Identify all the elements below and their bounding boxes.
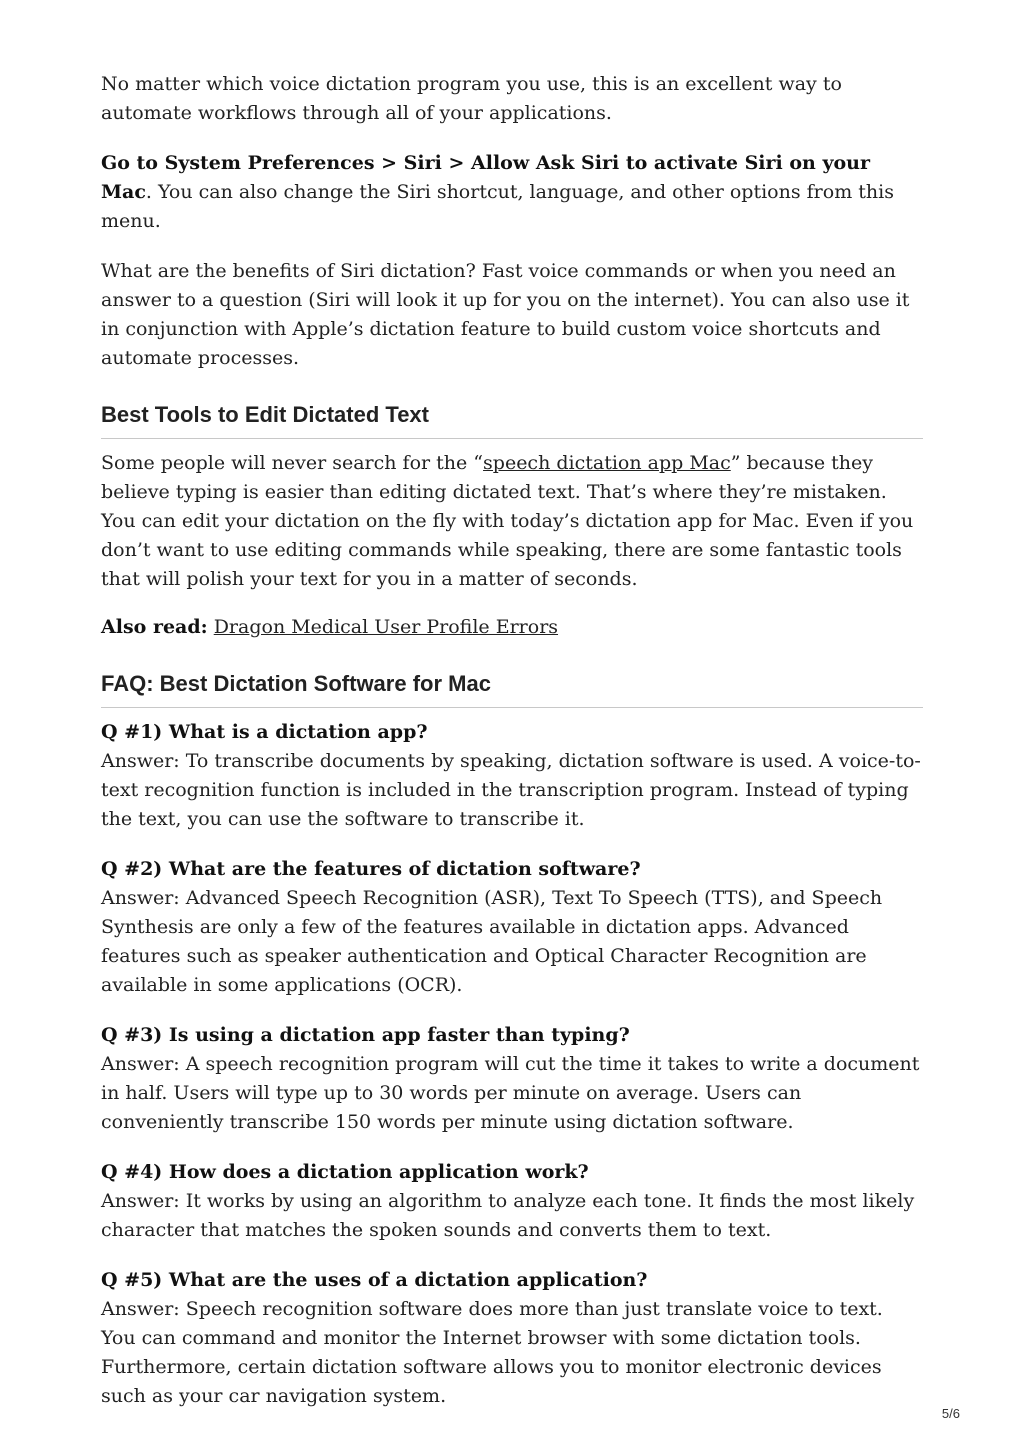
siri-instructions-rest: . You can also change the Siri shortcut, language, and other options from this menu.	[101, 181, 894, 232]
faq-question: Q #2) What are the features of dictation software?	[101, 858, 641, 880]
section-heading-faq: FAQ: Best Dictation Software for Mac	[101, 670, 923, 708]
also-read-label: Also read:	[101, 616, 208, 638]
faq-answer: Answer: Advanced Speech Recognition (ASR), Text To Speech (TTS), and Speech Synthesis are only a few of the features available in dictation apps. Advanced features such as speaker authentication and Optical Character Recognition are available in some applications (OCR).	[101, 887, 883, 996]
faq-question: Q #3) Is using a dictation app faster than typing?	[101, 1024, 630, 1046]
article-content	[101, 70, 923, 1411]
faq-item-4	[101, 1158, 923, 1245]
faq-item-5	[101, 1266, 923, 1411]
faq-question: Q #4) How does a dictation application work?	[101, 1161, 589, 1183]
faq-question: Q #1) What is a dictation app?	[101, 721, 428, 743]
also-read	[101, 613, 923, 642]
siri-benefits-paragraph: What are the benefits of Siri dictation? Fast voice commands or when you need an answer to a question (Siri will look it up for you on the internet). You can also use it in conjunction with Apple’s dictation feature to build custom voice shortcuts and automate processes.	[101, 260, 910, 369]
page-number: 5/6	[941, 1406, 960, 1421]
speech-dictation-app-link[interactable]: speech dictation app Mac	[483, 452, 731, 474]
faq-question: Q #5) What are the uses of a dictation application?	[101, 1269, 648, 1291]
intro-paragraph: No matter which voice dictation program you use, this is an excellent way to automate workflows through all of your applications.	[101, 73, 842, 124]
faq-item-3	[101, 1021, 923, 1137]
faq-item-2	[101, 855, 923, 1000]
section-heading-tools: Best Tools to Edit Dictated Text	[101, 401, 923, 439]
faq-answer: Answer: To transcribe documents by speaking, dictation software is used. A voice-to-text recognition function is included in the transcription program. Instead of typing the text, you can use the software to transcribe it.	[101, 750, 921, 830]
dragon-medical-link[interactable]: Dragon Medical User Profile Errors	[213, 616, 559, 638]
tools-paragraph	[101, 449, 923, 594]
faq-answer: Answer: A speech recognition program will cut the time it takes to write a document in half. Users will type up to 30 words per minute on average. Users can conveniently transcribe 150 words per minute using dictation software.	[101, 1053, 920, 1133]
faq-answer: Answer: It works by using an algorithm to analyze each tone. It finds the most likely character that matches the spoken sounds and converts them to text.	[101, 1190, 915, 1241]
siri-instructions-paragraph	[101, 149, 923, 236]
siri-instructions-bold: Go to System Preferences > Siri > Allow Ask Siri to activate Siri on your Mac	[101, 152, 871, 203]
faq-answer: Answer: Speech recognition software does more than just translate voice to text. You can command and monitor the Internet browser with some dictation tools. Furthermore, certain dictation software allows you to monitor electronic devices such as your car navigation system.	[101, 1298, 883, 1407]
tools-paragraph-start: Some people will never search for the “	[101, 452, 484, 474]
tools-paragraph-end: ” because they believe typing is easier than editing dictated text. That’s where they’re mistaken. You can edit your dictation on the fly with today’s dictation app for Mac. Even if you don’t want to use editing commands while speaking, there are some fantastic tools that will polish your text for you in a matter of seconds.	[101, 452, 914, 590]
faq-item-1	[101, 718, 923, 834]
